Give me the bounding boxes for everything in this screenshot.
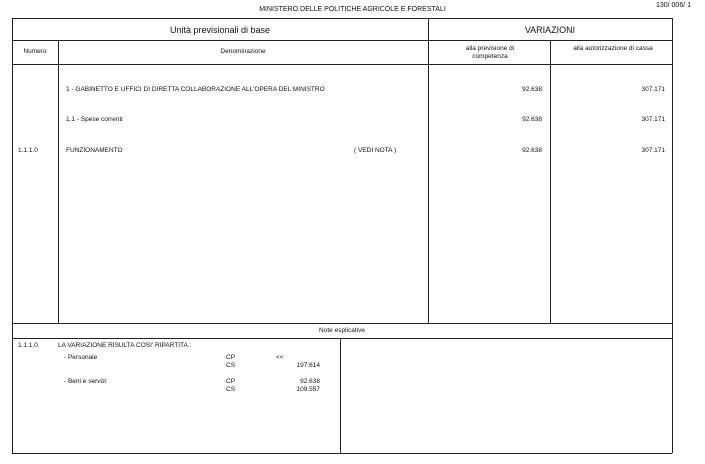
- col-numero: Numero: [23, 48, 47, 55]
- row-competenza: 92.638: [522, 86, 542, 93]
- notes-heading: LA VARIAZIONE RISULTA COSI' RIPARTITA :: [58, 342, 192, 349]
- col-denominazione: Denominazione: [220, 48, 266, 55]
- note-cp-value: <<: [276, 354, 284, 361]
- row-cassa: 307.171: [641, 86, 665, 93]
- row-nota: ( VEDI NOTA ): [354, 147, 397, 154]
- section-variazioni: VARIAZIONI: [524, 25, 576, 35]
- note-cp-label: CP: [226, 378, 236, 385]
- note-cs-value: 109.557: [296, 386, 320, 393]
- ministry-title: MINISTERO DELLE POLITICHE AGRICOLE E FORESTALI: [259, 6, 446, 13]
- note-cp-label: CP: [226, 354, 236, 361]
- row-numero: 1.1.1.0: [18, 147, 38, 154]
- row-cassa: 307.171: [641, 116, 665, 123]
- row-denominazione: 1.1 - Spese correnti: [66, 116, 123, 123]
- section-unita: Unità previsionali di base: [169, 25, 271, 35]
- note-cs-label: CS: [226, 362, 236, 369]
- note-cs-value: 197.614: [296, 362, 320, 369]
- row-competenza: 92.638: [522, 116, 542, 123]
- notes-title: Note esplicative: [319, 327, 365, 334]
- note-label: - Personale: [64, 354, 98, 361]
- note-cs-label: CS: [226, 386, 236, 393]
- row-denominazione: FUNZIONAMENTO: [66, 147, 123, 154]
- page-reference: 130/ 006/ 1: [655, 2, 691, 9]
- note-label: - Beni e servizi: [64, 378, 107, 385]
- notes-numero: 1.1.1.0: [18, 342, 38, 349]
- note-cp-value: 92.638: [300, 378, 320, 385]
- col-cassa: alla autorizzazione di cassa: [573, 45, 653, 52]
- col-competenza: alla previsione di competenza: [465, 45, 515, 60]
- row-cassa: 307.171: [641, 147, 665, 154]
- row-competenza: 92.638: [522, 147, 542, 154]
- row-denominazione: 1 - GABINETTO E UFFICI DI DIRETTA COLLABORAZIONE ALL'OPERA DEL MINISTRO: [66, 86, 325, 93]
